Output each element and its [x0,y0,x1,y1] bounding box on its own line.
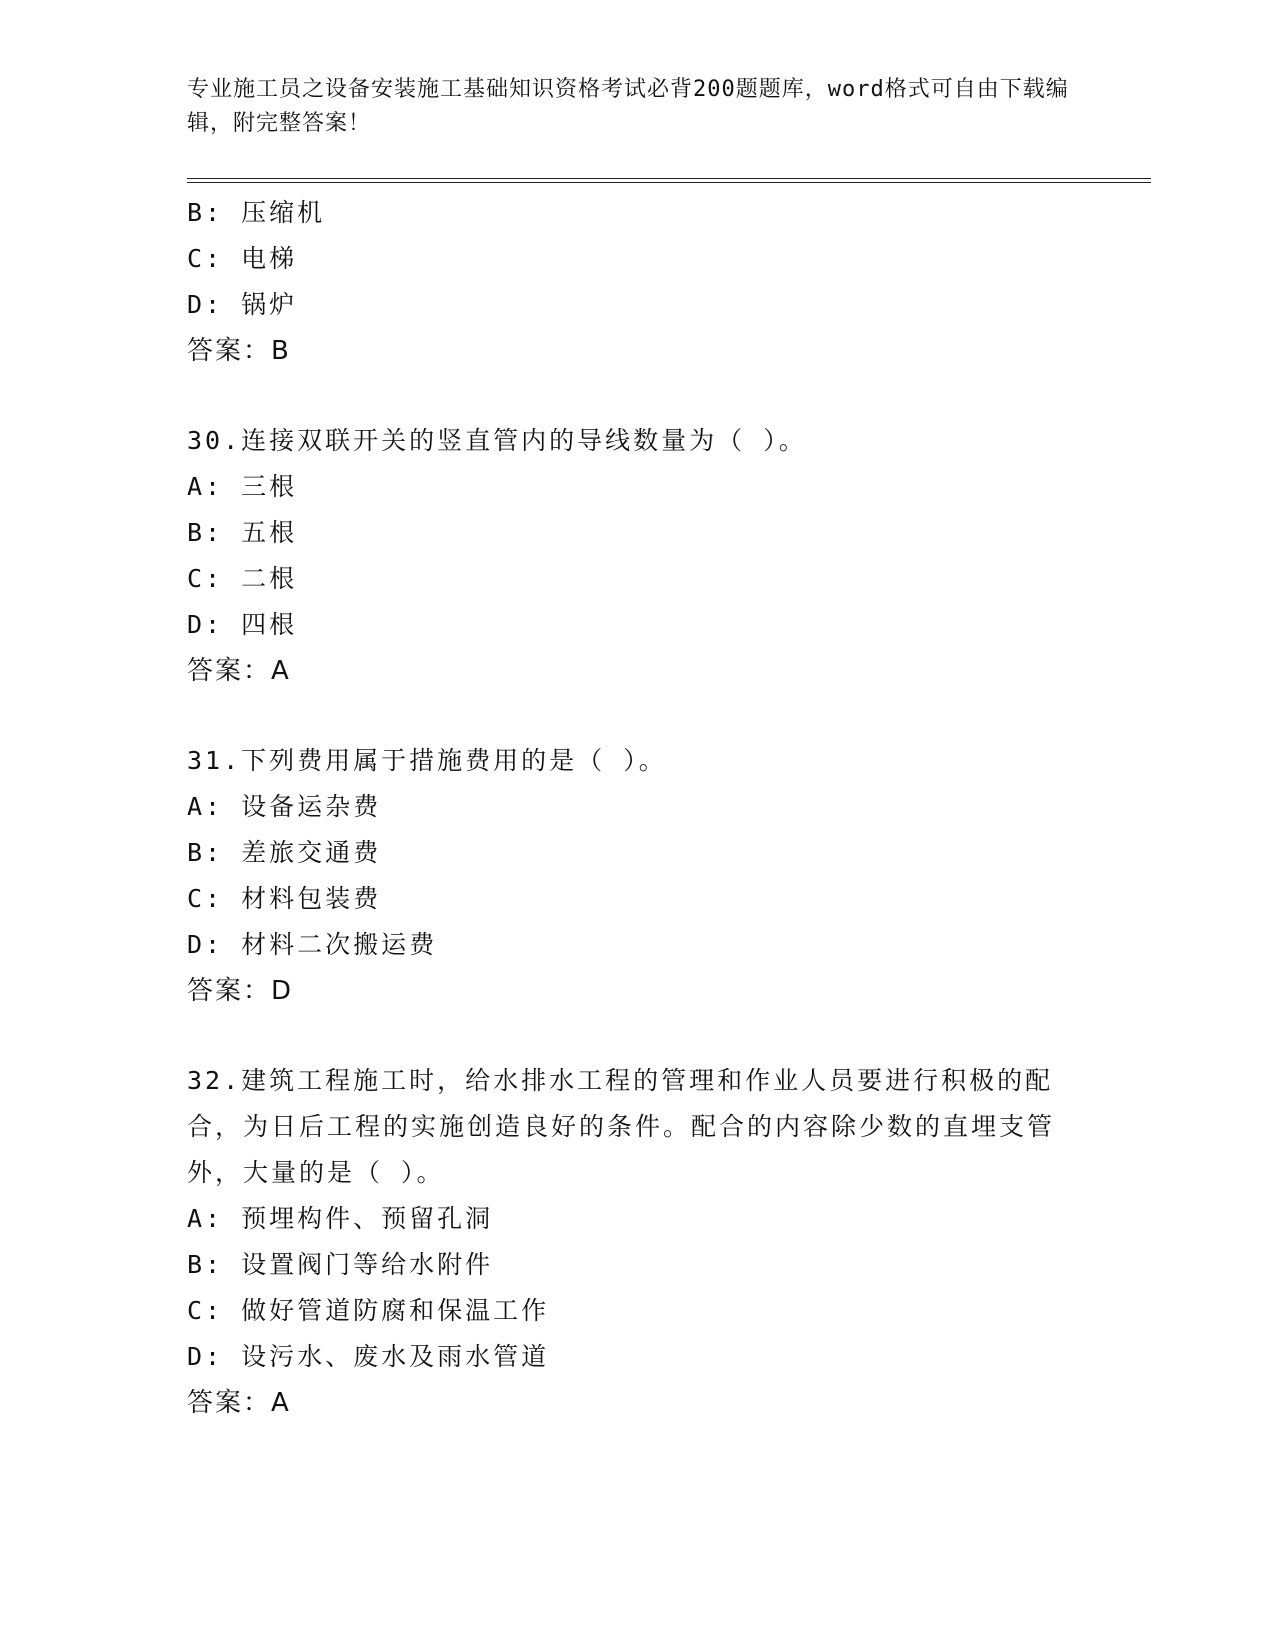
question-31 [187,738,1087,1014]
question-content [187,190,1087,1426]
option-a: A: 三根 [187,472,298,501]
answer: 答案：A [187,656,291,686]
option-a: A: 预埋构件、预留孔洞 [187,1204,494,1233]
header-divider-bottom [187,182,1151,183]
option-d: D: 设污水、废水及雨水管道 [187,1342,550,1371]
option-b: B: 五根 [187,518,298,547]
option-b: B: 压缩机 [187,198,326,227]
header-divider-top [187,178,1151,179]
option-c: C: 材料包装费 [187,884,382,913]
document-header-title: 专业施工员之设备安装施工基础知识资格考试必背200题题库，word格式可自由下载编辑，附完整答案！ [187,77,1069,136]
option-c: C: 做好管道防腐和保温工作 [187,1296,550,1325]
option-b: B: 设置阀门等给水附件 [187,1250,494,1279]
spacer [187,374,1087,418]
option-c: C: 二根 [187,564,298,593]
option-a: A: 设备运杂费 [187,792,382,821]
answer: 答案：A [187,1388,291,1418]
question-30 [187,418,1087,694]
question-text: 30.连接双联开关的竖直管内的导线数量为（ ）。 [187,426,807,455]
question-text: 31.下列费用属于措施费用的是（ ）。 [187,746,667,775]
option-d: D: 四根 [187,610,298,639]
spacer [187,694,1087,738]
answer: 答案：B [187,336,291,366]
option-b: B: 差旅交通费 [187,838,382,867]
question-32 [187,1058,1087,1426]
option-c: C: 电梯 [187,244,298,273]
question-29-continued [187,190,1087,374]
answer: 答案：D [187,976,294,1006]
spacer [187,1014,1087,1058]
question-text: 32.建筑工程施工时，给水排水工程的管理和作业人员要进行积极的配合，为日后工程的实施创造良好的条件。配合的内容除少数的直埋支管外，大量的是（ ）。 [187,1066,1056,1187]
option-d: D: 锅炉 [187,290,298,319]
option-d: D: 材料二次搬运费 [187,930,438,959]
